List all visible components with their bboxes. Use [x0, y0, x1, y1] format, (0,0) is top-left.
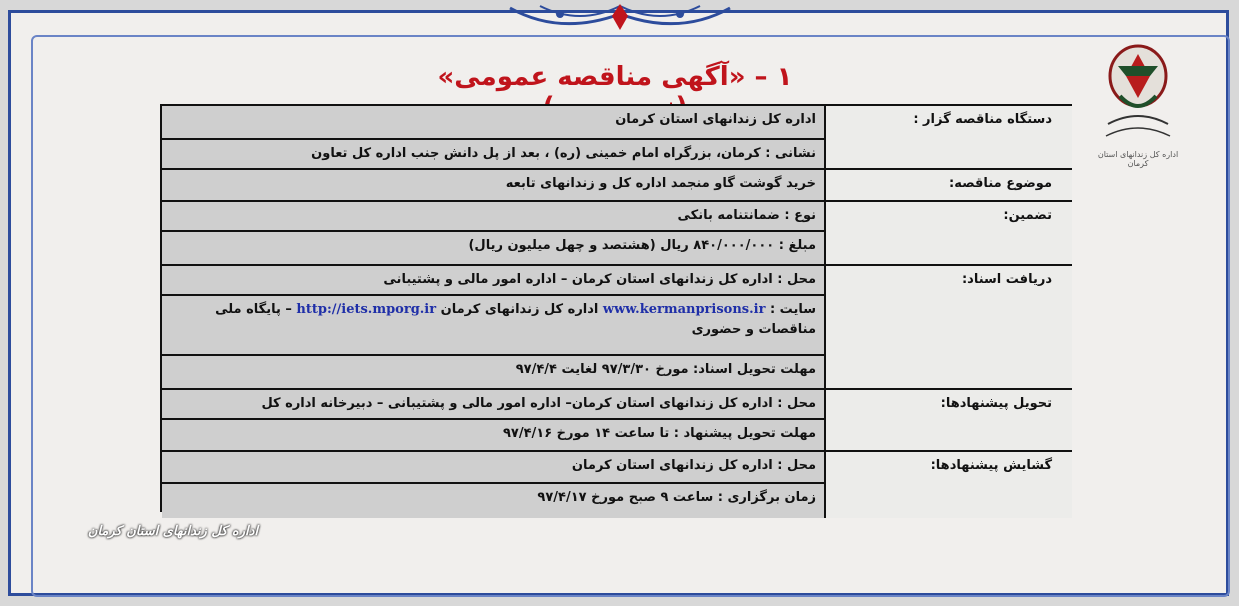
kermanprisons-link[interactable]: www.kermanprisons.ir [602, 302, 766, 317]
guarantee-type: نوع : ضمانتنامه بانکی [162, 202, 826, 232]
organizer-name: اداره کل زندانهای استان کرمان [162, 106, 826, 140]
open-label: گشایش پیشنهادها: [826, 452, 1072, 518]
submit-place: محل : اداره کل زندانهای استان کرمان– اداره امور مالی و پشتیبانی – دبیرخانه اداره کل [162, 390, 826, 420]
docs-place: محل : اداره کل زندانهای استان کرمان – اداره امور مالی و پشتیبانی [162, 266, 826, 296]
organizer-address: نشانی : کرمان، بزرگراه امام خمینی (ره) ، بعد از پل دانش جنب اداره کل تعاون [162, 140, 826, 170]
subject-label: موضوع مناقصه: [826, 170, 1072, 202]
open-time: زمان برگزاری : ساعت ۹ صبح مورخ ۹۷/۴/۱۷ [162, 484, 826, 518]
submit-label: تحویل پیشنهادها: [826, 390, 1072, 452]
tender-table [160, 104, 1072, 512]
footer-signature: اداره کل زندانهای استان کرمان [87, 524, 258, 539]
docs-site-suffix: – پایگاه ملی مناقصات و حضوری [215, 302, 816, 337]
subject-value: خرید گوشت گاو منجمد اداره کل و زندانهای تابعه [162, 170, 826, 202]
open-place: محل : اداره کل زندانهای استان کرمان [162, 452, 826, 484]
docs-label: دریافت اسناد: [826, 266, 1072, 390]
docs-site [162, 296, 826, 356]
submit-deadline: مهلت تحویل پیشنهاد : تا ساعت ۱۴ مورخ ۹۷/۴/۱۶ [162, 420, 826, 452]
ornament-decoration [500, 0, 740, 40]
organizer-label: دستگاه مناقصه گزار : [826, 106, 1072, 170]
logo-caption: اداره کل زندانهای استان کرمان [1097, 150, 1179, 168]
prison-emblem-icon [1098, 36, 1178, 166]
iets-link[interactable]: http://iets.mporg.ir [296, 302, 437, 317]
docs-site-mid: اداره کل زندانهای کرمان [440, 302, 599, 317]
docs-site-prefix: سایت : [769, 302, 816, 317]
page-title: ۱ – «آگهی مناقصه عمومی» [437, 62, 793, 92]
docs-deadline: مهلت تحویل اسناد: مورخ ۹۷/۳/۳۰ لغایت ۹۷/۴/۴ [162, 356, 826, 390]
guarantee-amount: مبلغ : ۸۴۰/۰۰۰/۰۰۰ ریال (هشتصد و چهل میلیون ریال) [162, 232, 826, 266]
guarantee-label: تضمین: [826, 202, 1072, 266]
